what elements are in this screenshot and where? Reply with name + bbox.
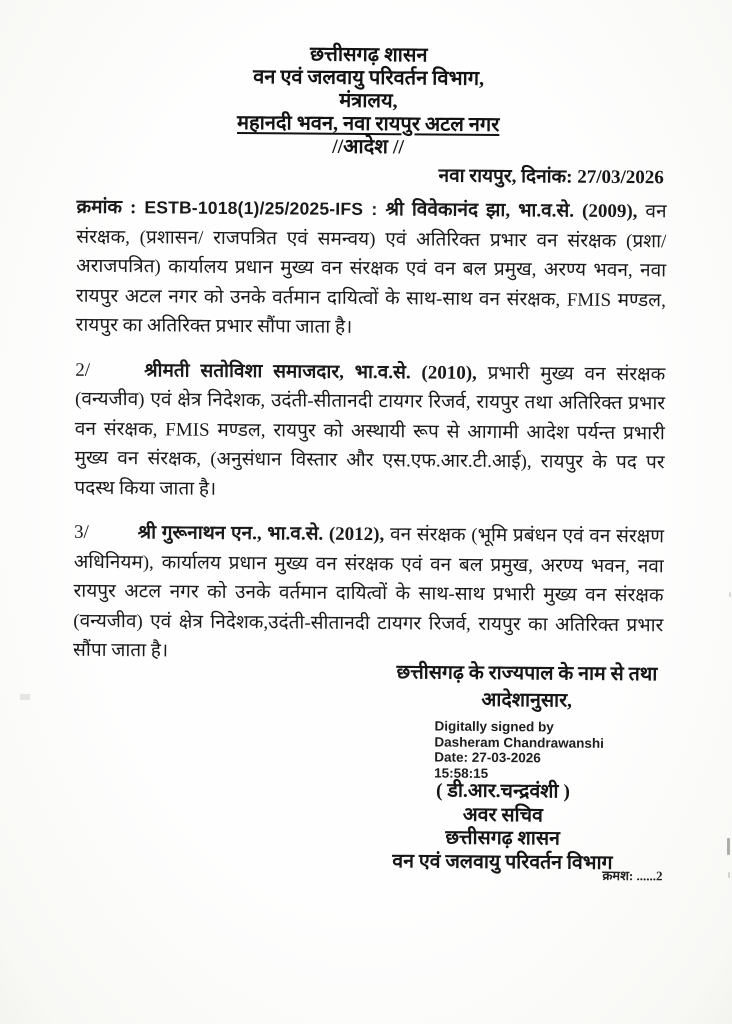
closing-line-1: छत्तीसगढ़ के राज्यपाल के नाम से तथा (396, 662, 658, 686)
digital-signature-line-1: Digitally signed by (434, 718, 554, 735)
header-ministry: मंत्रालय, (339, 89, 398, 113)
paragraph-2-officer-name: श्रीमती सतोविशा समाजदार, भा.व.से. (2010), (144, 359, 477, 384)
closing-line-2: आदेशानुसार, (481, 689, 573, 712)
paragraph-2-number: 2/ (75, 359, 91, 381)
place-date-line: नवा रायपुर, दिनांक: 27/03/2026 (438, 165, 664, 189)
digital-signature-stamp (434, 719, 604, 782)
paragraph-3-text: वन संरक्षक (भूमि प्रबंधन एवं वन संरक्षण अधिनियम), कार्यालय प्रधान मुख्य वन संरक्षक एवं वन बल प्रमुख, अरण्य भवन, नवा रायपुर अटल नगर को उनके वर्तमान दायित्वों के साथ-साथ प्रभारी मुख्य वन संरक्षक (वन्यजीव) एवं क्षेत्र निदेशक,उदंती-सीतानदी टायगर रिजर्व, रायपुर का अतिरिक्त प्रभार सौंपा जाता है। (73, 524, 665, 662)
page-continuation-note: क्रमश: ......2 (602, 867, 663, 884)
scan-artifact (728, 872, 730, 878)
paragraph-1-number: क्रमांक : (76, 196, 137, 219)
order-body (73, 193, 667, 685)
scan-artifact (20, 694, 30, 700)
header-address: महानदी भवन, नवा रायपुर अटल नगर (237, 111, 500, 137)
document-header (2, 41, 732, 162)
paragraph-1-text: वन संरक्षक, (प्रशासन/ राजपत्रित एवं समन्वय) एवं अतिरिक्त प्रभार वन संरक्षक (प्रशा/ अराजपत्रित) कार्यालय प्रधान मुख्य वन संरक्षक एवं वन बल प्रमुख, अरण्य भवन, नवा रायपुर अटल नगर को उनके वर्तमान दायित्वों के साथ-साथ वन संरक्षक, FMIS मण्डल, रायपुर का अतिरिक्त प्रभार सौंपा जाता है। (75, 201, 667, 338)
paragraph-3-number: 3/ (73, 521, 89, 543)
signatory-government: छत्तीसगढ़ शासन (445, 827, 560, 850)
paragraph-2-text: प्रभारी मुख्य वन संरक्षक (वन्यजीव) एवं क्षेत्र निदेशक, उदंती-सीतानदी टायगर रिजर्व, रायपुर तथा अतिरिक्त प्रभार वन संरक्षक, FMIS मण्डल, रायपुर को अस्थायी रूप से आगामी आदेश पर्यन्त प्रभारी मुख्य वन संरक्षक, (अनुसंधान विस्तार और एस.एफ.आर.टी.आई), रायपुर के पद पर पदस्थ किया जाता है। (74, 362, 666, 500)
closing-authority-block (350, 659, 704, 716)
signatory-name: ( डी.आर.चन्द्रवंशी ) (436, 780, 570, 803)
paragraph-1-reference-number: ESTB-1018(1)/25/2025-IFS : (144, 197, 378, 220)
digital-signature-line-3: Date: 27-03-2026 (434, 749, 541, 766)
paragraph-1-officer-name: श्री विवेकानंद झा, भा.व.से. (2009), (385, 199, 638, 223)
signatory-department: वन एवं जलवायु परिवर्तन विभाग (392, 850, 613, 874)
header-government: छत्तीसगढ़ शासन (309, 43, 428, 67)
scan-artifact (729, 592, 731, 597)
order-heading: //आदेश // (332, 135, 405, 159)
order-paragraph-3 (73, 518, 664, 670)
digital-signature-line-2: Dasheram Chandrawanshi (434, 734, 605, 751)
digital-signature-line-4: 15:58:15 (434, 765, 489, 781)
scan-artifact (727, 838, 730, 855)
order-paragraph-2 (74, 355, 665, 507)
paragraph-3-officer-name: श्री गुरूनाथन एन., भा.व.से. (2012), (137, 522, 385, 546)
order-paragraph-1 (76, 193, 667, 345)
header-department: वन एवं जलवायु परिवर्तन विभाग, (253, 66, 485, 90)
signatory-designation: अवर सचिव (462, 804, 543, 826)
signatory-block (344, 779, 661, 875)
